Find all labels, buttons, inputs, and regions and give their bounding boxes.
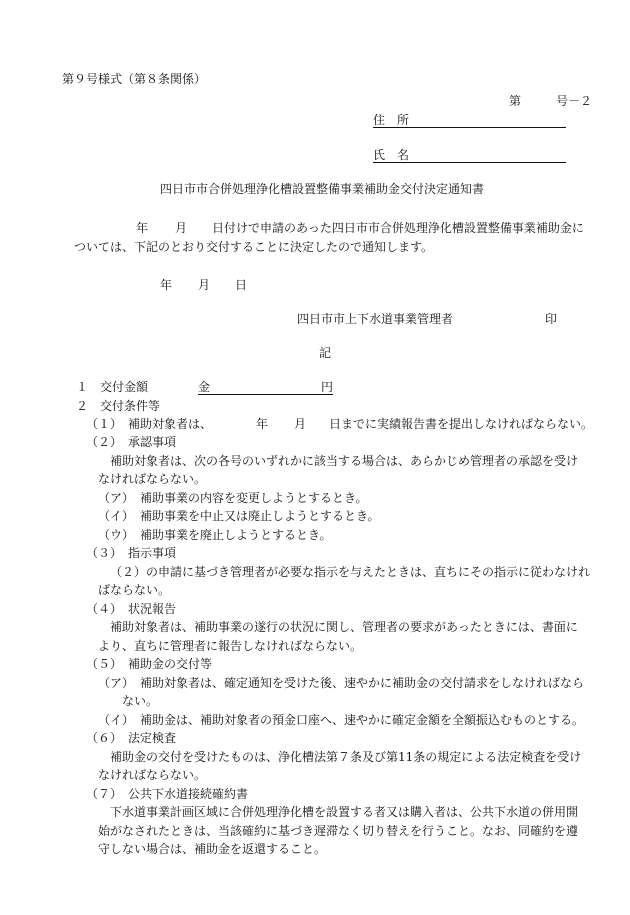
doc-number-prefix: 第 xyxy=(509,94,522,108)
condition-2-head: （２） 承認事項 xyxy=(86,435,177,449)
intro-month: 月 xyxy=(175,221,188,235)
ki-heading: 記 xyxy=(319,346,332,360)
condition-4-line-2: より、直ちに管理者に報告しなければならない。 xyxy=(98,639,363,653)
amount-kin: 金 xyxy=(198,380,211,394)
amount-yen: 円 xyxy=(321,380,334,394)
condition-2-line-1: 補助対象者は、次の各号のいずれかに該当する場合は、あらかじめ管理者の承認を受け xyxy=(110,454,579,468)
condition-2-line-2: なければならない。 xyxy=(98,472,207,486)
condition-7-line-3: 守しない場合は、補助金を返還すること。 xyxy=(98,842,327,856)
condition-1-head: （１） 補助対象者は、 xyxy=(86,417,213,431)
condition-4-head: （４） 状況報告 xyxy=(86,602,177,616)
condition-6-line-2: なければならない。 xyxy=(98,768,207,782)
condition-6-line-1: 補助金の交付を受けたものは、浄化槽法第７条及び第11条の規定による法定検査を受け xyxy=(110,750,582,764)
condition-3-head: （３） 指示事項 xyxy=(86,546,177,560)
condition-2-u: （ウ） 補助事業を廃止しようとするとき。 xyxy=(98,528,332,542)
condition-5-a-line-2: ない。 xyxy=(122,694,159,708)
form-number-label: 第９号様式（第８条関係） xyxy=(62,72,207,86)
document-title: 四日市市合併処理浄化槽設置整備事業補助金交付決定通知書 xyxy=(160,182,485,196)
condition-6-head: （６） 法定検査 xyxy=(86,731,177,745)
condition-4-line-1: 補助対象者は、補助事業の遂行の状況に関し、管理者の要求があったときには、書面に xyxy=(110,620,578,634)
condition-7-line-1: 下水道事業計画区域に合併処理浄化槽を設置する者又は購入者は、公共下水道の併用開 xyxy=(110,805,579,819)
intro-line-1: 日付けで申請のあった四日市市合併処理浄化槽設置整備事業補助金に xyxy=(212,221,584,235)
condition-5-a-line-1: （ア） 補助対象者は、確定通知を受けた後、速やかに補助金の交付請求をしなければなら xyxy=(98,676,585,690)
condition-5-i: （イ） 補助金は、補助対象者の預金口座へ、速やかに確定金額を全額振込むものとする。 xyxy=(98,713,585,727)
intro-year: 年 xyxy=(136,221,149,235)
date-year: 年 xyxy=(160,278,173,292)
name-label: 氏 名 xyxy=(373,148,410,162)
condition-5-head: （５） 補助金の交付等 xyxy=(86,657,213,671)
seal-mark: 印 xyxy=(545,312,558,326)
item-2-label: ２ 交付条件等 xyxy=(76,399,161,413)
item-1-label: １ 交付金額 xyxy=(76,380,149,394)
date-day: 日 xyxy=(235,278,248,292)
condition-2-a: （ア） 補助事業の内容を変更しようとするとき。 xyxy=(98,491,368,505)
address-underline xyxy=(373,127,566,128)
doc-number-suffix: 号－２ xyxy=(556,94,593,108)
address-label: 住 所 xyxy=(373,113,410,127)
date-month: 月 xyxy=(198,278,211,292)
intro-line-2: ついては、下記のとおり交付することに決定したので通知します。 xyxy=(74,240,434,254)
issuer-name: 四日市市上下水道事業管理者 xyxy=(297,312,454,326)
condition-1-year: 年 xyxy=(256,417,269,431)
condition-3-line-1: （２）の申請に基づき管理者が必要な指示を与えたときは、直ちにその指示に従わなけれ xyxy=(110,565,591,579)
condition-2-i: （イ） 補助事業を中止又は廃止しようとするとき。 xyxy=(98,509,380,523)
condition-3-line-2: ばならない。 xyxy=(98,583,171,597)
name-underline xyxy=(373,162,566,163)
amount-underline xyxy=(198,394,333,395)
condition-1-month: 月 xyxy=(294,417,307,431)
condition-7-line-2: 始がなされたときは、当該確約に基づき遅滞なく切り替えを行うこと。なお、同確約を遵 xyxy=(98,824,579,838)
condition-7-head: （７） 公共下水道接続確約書 xyxy=(86,787,249,801)
condition-1-rest: 日までに実績報告書を提出しなければならない。 xyxy=(329,417,594,431)
